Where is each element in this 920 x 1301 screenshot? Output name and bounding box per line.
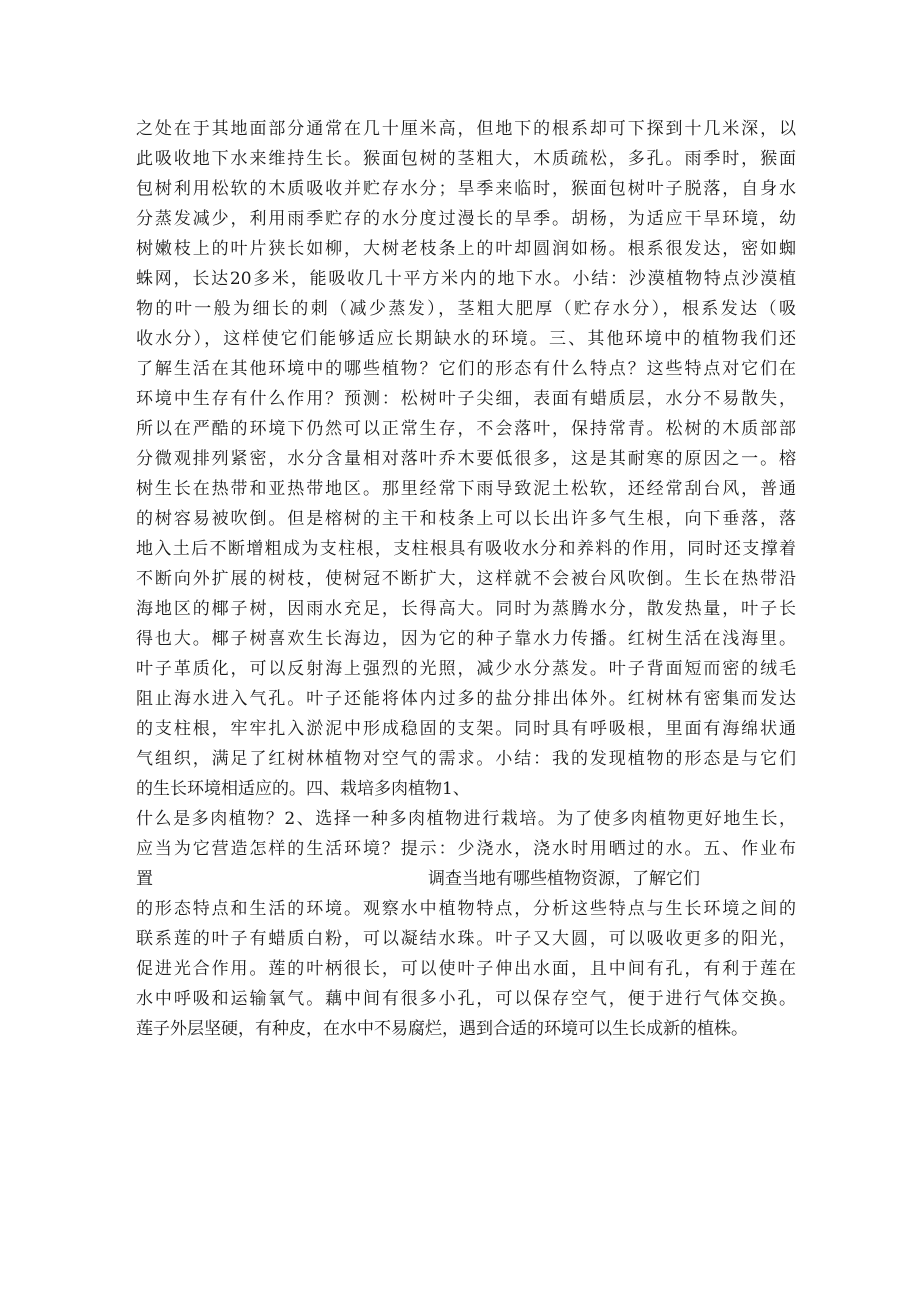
text-line: 海地区的椰子树，因雨水充足，长得高大。同时为蒸腾水分，散发热量，叶子长 [136,599,796,619]
text-line: 此吸收地下水来维持生长。猴面包树的茎粗大，木质疏松，多孔。雨季时，猴面 [136,149,796,169]
text-line: 了解生活在其他环境中的哪些植物？它们的形态有什么特点？这些特点对它们在 [136,359,796,379]
text-line-split [136,864,796,894]
text-line: 地入土后不断增粗成为支柱根，支柱根具有吸收水分和养料的作用，同时还支撑着 [136,539,796,559]
text-line: 的支柱根，牢牢扎入淤泥中形成稳固的支架。同时具有呼吸根，里面有海绵状通 [136,719,796,739]
text-line: 莲子外层坚硬，有种皮，在水中不易腐烂，遇到合适的环境可以生长成新的植株。 [136,1019,748,1039]
text-line: 环境中生存有什么作用？预测：松树叶子尖细，表面有蜡质层，水分不易散失， [136,389,796,409]
text-line: 什么是多肉植物？2、选择一种多肉植物进行栽培。为了使多肉植物更好地生长， [136,809,796,829]
text-line: 阻止海水进入气孔。叶子还能将体内过多的盐分排出体外。红树林有密集而发达 [136,689,796,709]
text-line: 分微观排列紧密，水分含量相对落叶乔木要低很多，这是其耐寒的原因之一。榕 [136,449,796,469]
text-line: 水中呼吸和运输氧气。藕中间有很多小孔，可以保存空气，便于进行气体交换。 [136,989,796,1009]
text-line: 物的叶一般为细长的刺（减少蒸发），茎粗大肥厚（贮存水分），根系发达（吸 [136,299,796,319]
text-line: 促进光合作用。莲的叶柄很长，可以使叶子伸出水面，且中间有孔，有利于莲在 [136,959,796,979]
text-line: 之处在于其地面部分通常在几十厘米高，但地下的根系却可下探到十几米深，以 [136,119,796,139]
text-line: 不断向外扩展的树枝，使树冠不断扩大，这样就不会被台风吹倒。生长在热带沿 [136,569,796,589]
text-line: 联系莲的叶子有蜡质白粉，可以凝结水珠。叶子又大圆，可以吸收更多的阳光， [136,929,796,949]
text-line: 的生长环境相适应的。四、栽培多肉植物1、 [136,779,470,799]
text-line: 气组织，满足了红树林植物对空气的需求。小结：我的发现植物的形态是与它们 [136,749,796,769]
text-line: 分蒸发减少，利用雨季贮存的水分度过漫长的旱季。胡杨，为适应干旱环境，幼 [136,209,796,229]
text-line: 包树利用松软的木质吸收并贮存水分；旱季来临时，猴面包树叶子脱落，自身水 [136,179,796,199]
text-line: 蛛网，长达20多米，能吸收几十平方米内的地下水。小结：沙漠植物特点沙漠植 [136,269,796,289]
text-line: 树嫩枝上的叶片狭长如柳，大树老枝条上的叶却圆润如杨。根系很发达，密如蜘 [136,239,796,259]
text-line: 的形态特点和生活的环境。观察水中植物特点，分析这些特点与生长环境之间的 [136,899,796,919]
text-line: 叶子革质化，可以反射海上强烈的光照，减少水分蒸发。叶子背面短而密的绒毛 [136,659,796,679]
split-line-right: 调查当地有哪些植物资源，了解它们 [428,869,700,889]
text-line: 所以在严酷的环境下仍然可以正常生存，不会落叶，保持常青。松树的木质部部 [136,419,796,439]
text-line: 应当为它营造怎样的生活环境？提示：少浇水，浇水时用晒过的水。五、作业布 [136,839,796,859]
split-line-left: 置 [136,869,153,889]
text-line: 的树容易被吹倒。但是榕树的主干和枝条上可以长出许多气生根，向下垂落，落 [136,509,796,529]
body-text [136,114,796,1044]
text-line: 收水分），这样使它们能够适应长期缺水的环境。三、其他环境中的植物我们还 [136,329,796,349]
text-line: 树生长在热带和亚热带地区。那里经常下雨导致泥土松软，还经常刮台风，普通 [136,479,796,499]
text-line: 得也大。椰子树喜欢生长海边，因为它的种子靠水力传播。红树生活在浅海里。 [136,629,796,649]
